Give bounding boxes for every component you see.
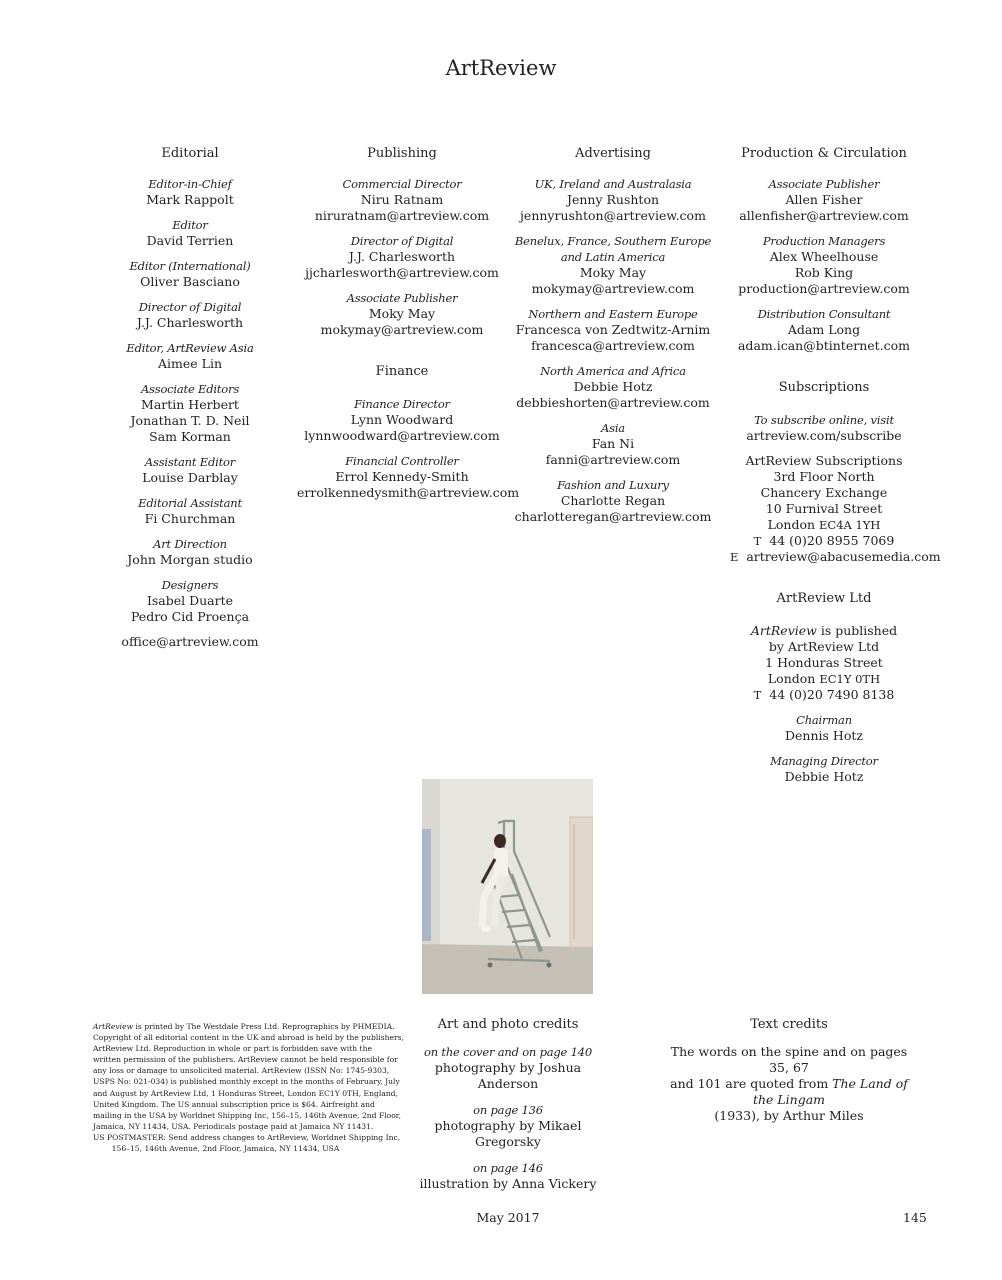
staff-name: Alex Wheelhouse	[769, 249, 879, 264]
address-line: by ArtReview Ltd	[768, 639, 880, 654]
published-line	[730, 623, 918, 639]
staff-email[interactable]: debbieshorten@artreview.com	[516, 395, 710, 410]
credit-location: on the cover and on page 140	[424, 1045, 592, 1059]
staff-email[interactable]: jjcharlesworth@artreview.com	[305, 265, 499, 280]
address-postcode: EC4A 1YH	[819, 518, 881, 532]
finance-heading: Finance	[375, 364, 429, 379]
phone-label: T	[753, 688, 762, 702]
subscriptions-email[interactable]: artreview@abacusemedia.com	[746, 549, 941, 564]
staff-role: Associate Editors	[140, 382, 240, 396]
subscribe-online	[730, 412, 918, 444]
staff-name: J.J. Charlesworth	[348, 249, 456, 264]
staff-entry	[297, 290, 507, 338]
email-line	[730, 549, 941, 565]
photo-ladder-wheel	[547, 963, 552, 968]
gallery-photograph	[422, 779, 593, 994]
subscribe-label: To subscribe online, visit	[754, 413, 894, 427]
staff-entry	[297, 453, 520, 501]
staff-role: Associate Publisher	[346, 291, 458, 305]
email-label: E	[730, 550, 739, 564]
staff-name: Moky May	[368, 306, 436, 321]
staff-entry	[90, 217, 290, 249]
staff-email[interactable]: charlotteregan@artreview.com	[514, 509, 712, 524]
staff-email[interactable]: fanni@artreview.com	[545, 452, 681, 467]
staff-entry	[90, 495, 290, 527]
staff-name: J.J. Charlesworth	[136, 315, 244, 330]
staff-name: Isabel Duarte	[146, 593, 234, 608]
phone-number: 44 (0)20 7490 8138	[769, 687, 895, 702]
address-city: London	[767, 517, 816, 532]
credit-text: photography by Mikael Gregorsky	[434, 1118, 582, 1149]
staff-email[interactable]: production@artreview.com	[738, 281, 910, 296]
staff-email[interactable]: lynnwoodward@artreview.com	[304, 428, 500, 443]
legal-line: 156–15, 146th Avenue, 2nd Floor, Jamaica, NY 11434, USA	[111, 1144, 340, 1154]
staff-role: Director of Digital	[138, 300, 242, 314]
address-line: 10 Furnival Street	[765, 501, 883, 516]
staff-role: Chairman	[796, 713, 852, 727]
editorial-email[interactable]: office@artreview.com	[121, 634, 259, 649]
text-credit-title: The Land of the Lingam	[752, 1076, 908, 1107]
ltd-heading: ArtReview Ltd	[776, 591, 872, 606]
staff-entry	[730, 306, 918, 354]
credit-location: on page 146	[473, 1161, 543, 1175]
address-city-line	[730, 671, 918, 687]
staff-name: Errol Kennedy-Smith	[335, 469, 469, 484]
staff-entry	[730, 176, 918, 224]
staff-entry	[90, 299, 290, 331]
staff-entry	[730, 233, 918, 297]
photo-floor	[422, 944, 593, 994]
text-credit-line: (1933), by Arthur Miles	[714, 1108, 864, 1123]
address-city-line	[730, 517, 918, 533]
production-column	[730, 146, 941, 794]
advertising-heading: Advertising	[575, 146, 651, 161]
staff-name: David Terrien	[146, 233, 234, 248]
subscriptions-heading: Subscriptions	[778, 380, 870, 395]
staff-name: Fan Ni	[591, 436, 635, 451]
staff-entry	[90, 577, 290, 625]
staff-role: Distribution Consultant	[757, 307, 891, 321]
staff-entry	[730, 712, 918, 744]
staff-name: Sam Korman	[149, 429, 231, 444]
address-postcode: EC1Y 0TH	[819, 672, 881, 686]
staff-email[interactable]: adam.ican@btinternet.com	[737, 338, 911, 353]
legal-text: is printed by The Westdale Press Ltd. Reprographics by PHMEDIA.	[133, 1022, 395, 1031]
staff-name: Moky May	[579, 265, 647, 280]
staff-entry	[90, 536, 290, 568]
staff-name: Jenny Rushton	[566, 192, 660, 207]
legal-line: United Kingdom. The US annual subscription price is $64. Airfreight and	[93, 1099, 375, 1109]
staff-entry	[90, 258, 290, 290]
staff-email[interactable]: errolkennedysmith@artreview.com	[297, 485, 520, 500]
phone-line	[730, 533, 918, 549]
address-line: 1 Honduras Street	[765, 655, 883, 670]
publishing-heading: Publishing	[367, 146, 437, 161]
staff-role: Editor-in-Chief	[148, 177, 232, 191]
text-credit-line	[664, 1076, 914, 1108]
credit-entry	[408, 1160, 608, 1192]
staff-role: Designers	[161, 578, 219, 592]
staff-entry	[730, 753, 918, 785]
legal-line: any loss or damage to unsolicited material. ArtReview (ISSN No: 1745-9303,	[93, 1066, 390, 1076]
legal-title: ArtReview	[93, 1022, 134, 1031]
credit-text: illustration by Anna Vickery	[419, 1176, 597, 1191]
photo-figure-head	[494, 834, 506, 848]
staff-role: Northern and Eastern Europe	[528, 307, 698, 321]
legal-line: mailing in the USA by Worldnet Shipping Inc, 156–15, 146th Avenue, 2nd Floor,	[93, 1110, 402, 1120]
legal-line	[93, 1021, 395, 1032]
staff-entry	[512, 363, 714, 411]
address-city: London	[767, 671, 816, 686]
legal-notice	[93, 1021, 404, 1154]
photo-ladder-wheel	[488, 963, 493, 968]
text-credit-line: The words on the spine and on pages 35, 67	[670, 1044, 908, 1075]
credit-text: photography by Joshua Anderson	[434, 1060, 582, 1091]
staff-entry	[512, 306, 714, 354]
staff-name: Rob King	[794, 265, 854, 280]
staff-role: Finance Director	[354, 397, 450, 411]
staff-entry	[90, 454, 290, 486]
staff-name: Dennis Hotz	[785, 728, 863, 743]
staff-entry	[90, 340, 290, 372]
legal-line: and August by ArtReview Ltd, 1 Honduras Street, London EC1Y 0TH, England,	[93, 1088, 398, 1098]
staff-role: Benelux, France, Southern Europe	[514, 234, 712, 248]
staff-email[interactable]: jennyrushton@artreview.com	[520, 208, 706, 223]
staff-name: Allen Fisher	[785, 192, 863, 207]
staff-role: Editor, ArtReview Asia	[126, 341, 254, 355]
staff-entry	[512, 420, 714, 468]
staff-role: Art Direction	[153, 537, 227, 551]
staff-name: Jonathan T. D. Neil	[130, 413, 250, 428]
staff-name: Oliver Basciano	[140, 274, 240, 289]
legal-line: ArtReview Ltd. Reproduction in whole or part is forbidden save with the	[93, 1044, 372, 1054]
legal-line: Jamaica, NY 11434, USA. Periodicals postage paid at Jamaica NY 11431.	[93, 1121, 374, 1131]
staff-entry	[90, 176, 290, 208]
staff-name: Fi Churchman	[144, 511, 236, 526]
phone-number: 44 (0)20 8955 7069	[769, 533, 895, 548]
credit-entry	[408, 1102, 608, 1150]
text-credit-pre: and 101 are quoted from	[670, 1076, 833, 1091]
legal-line: USPS No: 021-034) is published monthly except in the months of February, July	[93, 1077, 400, 1087]
staff-role: Editorial Assistant	[138, 496, 242, 510]
staff-email[interactable]: francesca@artreview.com	[531, 338, 695, 353]
masthead: ArtReview	[445, 56, 557, 80]
staff-role: Director of Digital	[350, 234, 454, 248]
issue-date: May 2017	[476, 1210, 540, 1225]
address-line: Chancery Exchange	[760, 485, 888, 500]
staff-email[interactable]: allenfisher@artreview.com	[739, 208, 909, 223]
staff-name: Aimee Lin	[158, 356, 222, 371]
staff-name: Debbie Hotz	[573, 379, 653, 394]
photo-figure-shoe	[481, 926, 491, 932]
subscriptions-address	[730, 453, 941, 565]
staff-name: Debbie Hotz	[784, 769, 864, 784]
advertising-column	[512, 146, 714, 534]
phone-line	[730, 687, 918, 703]
photo-artwork-left	[422, 829, 431, 941]
staff-name: Lynn Woodward	[350, 412, 454, 427]
text-credits-heading: Text credits	[750, 1017, 828, 1032]
editorial-column	[90, 146, 290, 659]
staff-entry	[297, 233, 507, 281]
staff-role: and Latin America	[560, 250, 666, 264]
address-line: 3rd Floor North	[773, 469, 875, 484]
publishing-column	[297, 146, 520, 510]
staff-role: Editor	[172, 218, 208, 232]
staff-name: Louise Darblay	[142, 470, 238, 485]
staff-role: Fashion and Luxury	[557, 478, 669, 492]
credit-entry	[408, 1044, 608, 1092]
staff-email[interactable]: mokymay@artreview.com	[320, 322, 484, 337]
subscribe-link[interactable]: artreview.com/subscribe	[746, 428, 902, 443]
staff-email[interactable]: niruratnam@artreview.com	[314, 208, 490, 223]
staff-name: Francesca von Zedtwitz-Arnim	[515, 322, 711, 337]
legal-line: US POSTMASTER: Send address changes to ArtReview, Worldnet Shipping Inc,	[93, 1132, 401, 1142]
production-heading: Production & Circulation	[741, 146, 907, 161]
address-line: ArtReview Subscriptions	[745, 453, 903, 468]
phone-label: T	[753, 534, 762, 548]
staff-name: Pedro Cid Proença	[130, 609, 250, 624]
page-number: 145	[903, 1210, 927, 1225]
staff-name: Mark Rappolt	[146, 192, 234, 207]
staff-entry	[297, 176, 507, 224]
staff-role: Financial Controller	[345, 454, 459, 468]
photo-figure-torso	[494, 848, 508, 878]
staff-role: North America and Africa	[540, 364, 686, 378]
ltd-address	[730, 623, 918, 703]
staff-name: Niru Ratnam	[360, 192, 444, 207]
staff-entry	[512, 176, 714, 224]
legal-line: Copyright of all editorial content in the UK and abroad is held by the publishers,	[93, 1033, 404, 1043]
staff-entry	[297, 396, 507, 444]
staff-name: Martin Herbert	[141, 397, 239, 412]
staff-role: Managing Director	[770, 754, 878, 768]
text-credits	[664, 1017, 914, 1134]
art-credits-heading: Art and photo credits	[437, 1017, 579, 1032]
staff-role: Assistant Editor	[144, 455, 236, 469]
staff-role: Associate Publisher	[768, 177, 880, 191]
published-text: is published	[816, 623, 898, 638]
staff-role: Asia	[601, 421, 625, 435]
staff-entry	[90, 381, 290, 445]
staff-name: John Morgan studio	[127, 552, 253, 567]
staff-role: UK, Ireland and Australasia	[534, 177, 692, 191]
published-title: ArtReview	[750, 623, 817, 638]
staff-role: Commercial Director	[342, 177, 462, 191]
staff-name: Charlotte Regan	[560, 493, 666, 508]
art-credits	[408, 1017, 608, 1202]
staff-email[interactable]: mokymay@artreview.com	[531, 281, 695, 296]
editorial-heading: Editorial	[161, 146, 219, 161]
photo-artwork-right	[570, 817, 593, 947]
staff-role: Production Managers	[762, 234, 886, 248]
staff-entry	[512, 477, 714, 525]
staff-role: Editor (International)	[129, 259, 251, 273]
credit-location: on page 136	[473, 1103, 543, 1117]
photograph-artwork	[422, 779, 593, 994]
staff-name: Adam Long	[787, 322, 861, 337]
legal-line: written permission of the publishers. ArtReview cannot be held responsible for	[93, 1055, 398, 1065]
text-credit-body	[664, 1044, 914, 1124]
staff-entry	[512, 233, 714, 297]
